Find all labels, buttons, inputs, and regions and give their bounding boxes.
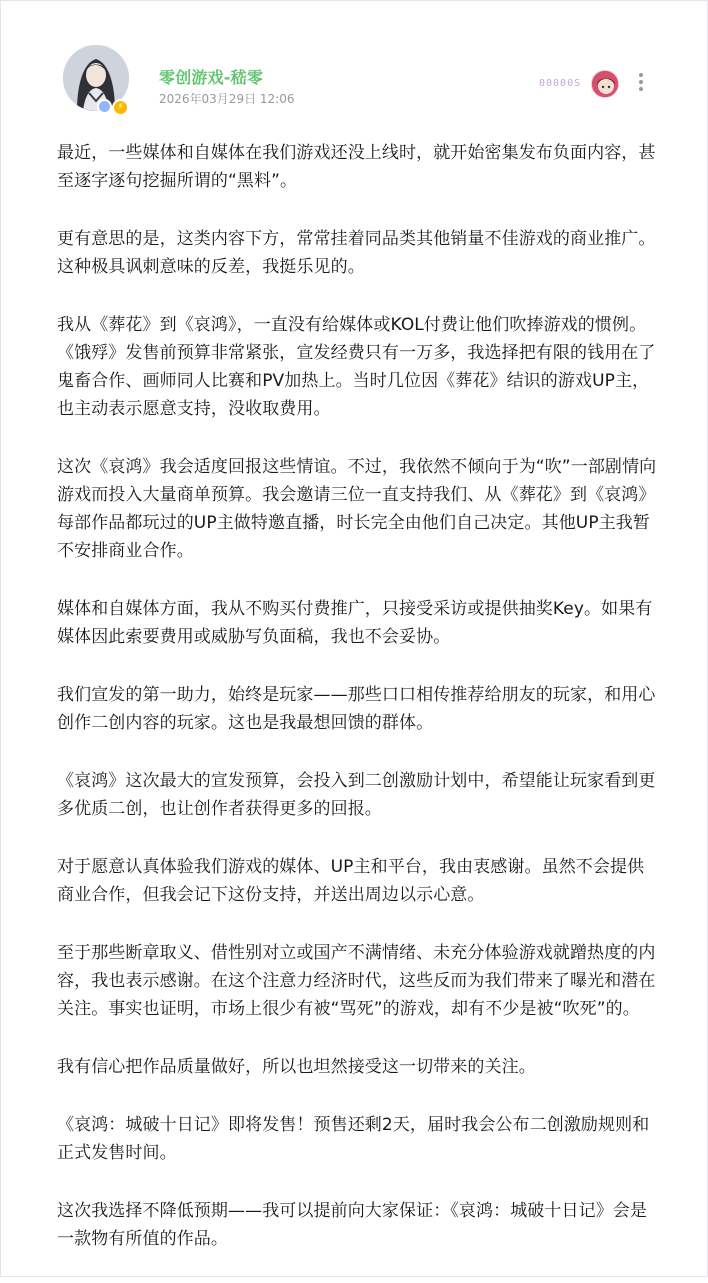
paragraph: 最近，一些媒体和自媒体在我们游戏还没上线时，就开始密集发布负面内容，甚至逐字逐句挖掘所谓的“黑料”。	[57, 143, 656, 191]
lightning-icon: ⚡	[112, 99, 129, 116]
paragraph: 这次《哀鸿》我会适度回报这些情谊。不过，我依然不倾向于为“吹”一部剧情向游戏而投入大量商单预算。我会邀请三位一直支持我们、从《葬花》到《哀鸿》每部作品都玩过的UP主做特邀直播，时长完全由他们自己决定。其他UP主我暂不安排商业合作。	[57, 457, 657, 561]
paragraph: 更有意思的是，这类内容下方，常常挂着同品类其他销量不佳游戏的商业推广。这种极具讽刺意味的反差，我挺乐见的。	[57, 229, 656, 277]
author-avatar-wrap[interactable]	[63, 45, 129, 111]
shield-icon	[97, 99, 112, 114]
post-time: 2026年03月29日 12:06	[159, 92, 295, 106]
fan-badge[interactable]: 00000S	[539, 78, 582, 89]
paragraph: 我有信心把作品质量做好，所以也坦然接受这一切带来的关注。	[57, 1057, 536, 1077]
paragraph: 《哀鸿：城破十日记》即将发售！预售还剩2天，届时我会公布二创激励规则和正式发售时间。	[57, 1115, 650, 1163]
paragraph: 媒体和自媒体方面，我从不购买付费推广，只接受采访或提供抽奖Key。如果有媒体因此索要费用或威胁写负面稿，我也不会妥协。	[57, 599, 653, 647]
fan-avatar[interactable]	[591, 70, 619, 98]
more-vertical-icon[interactable]	[634, 73, 648, 95]
post-content	[57, 139, 657, 1283]
paragraph: 我们宣发的第一助力，始终是玩家——那些口口相传推荐给朋友的玩家，和用心创作二创内容的玩家。这也是我最想回馈的群体。	[57, 685, 656, 733]
fan-avatar-illustration	[592, 71, 619, 98]
post-header	[1, 1, 707, 131]
author-name[interactable]: 零创游戏-嵇零	[159, 68, 264, 87]
paragraph: 《哀鸿》这次最大的宣发预算，会投入到二创激励计划中，希望能让玩家看到更多优质二创，也让创作者获得更多的回报。	[57, 771, 656, 819]
paragraph: 这次我选择不降低预期——我可以提前向大家保证：《哀鸿：城破十日记》会是一款物有所值的作品。	[57, 1201, 647, 1249]
paragraph: 我从《葬花》到《哀鸿》，一直没有给媒体或KOL付费让他们吹捧游戏的惯例。《饿殍》发售前预算非常紧张，宣发经费只有一万多，我选择把有限的钱用在了鬼畜合作、画师同人比赛和PV加热上。当时几位因《葬花》结识的游戏UP主，也主动表示愿意支持，没收取费用。	[57, 315, 656, 419]
paragraph: 对于愿意认真体验我们游戏的媒体、UP主和平台，我由衷感谢。虽然不会提供商业合作，但我会记下这份支持，并送出周边以示心意。	[57, 857, 645, 905]
paragraph: 至于那些断章取义、借性别对立或国产不满情绪、未充分体验游戏就蹭热度的内容，我也表示感谢。在这个注意力经济时代，这些反而为我们带来了曝光和潜在关注。事实也证明，市场上很少有被“骂死”的游戏，却有不少是被“吹死”的。	[57, 943, 656, 1019]
